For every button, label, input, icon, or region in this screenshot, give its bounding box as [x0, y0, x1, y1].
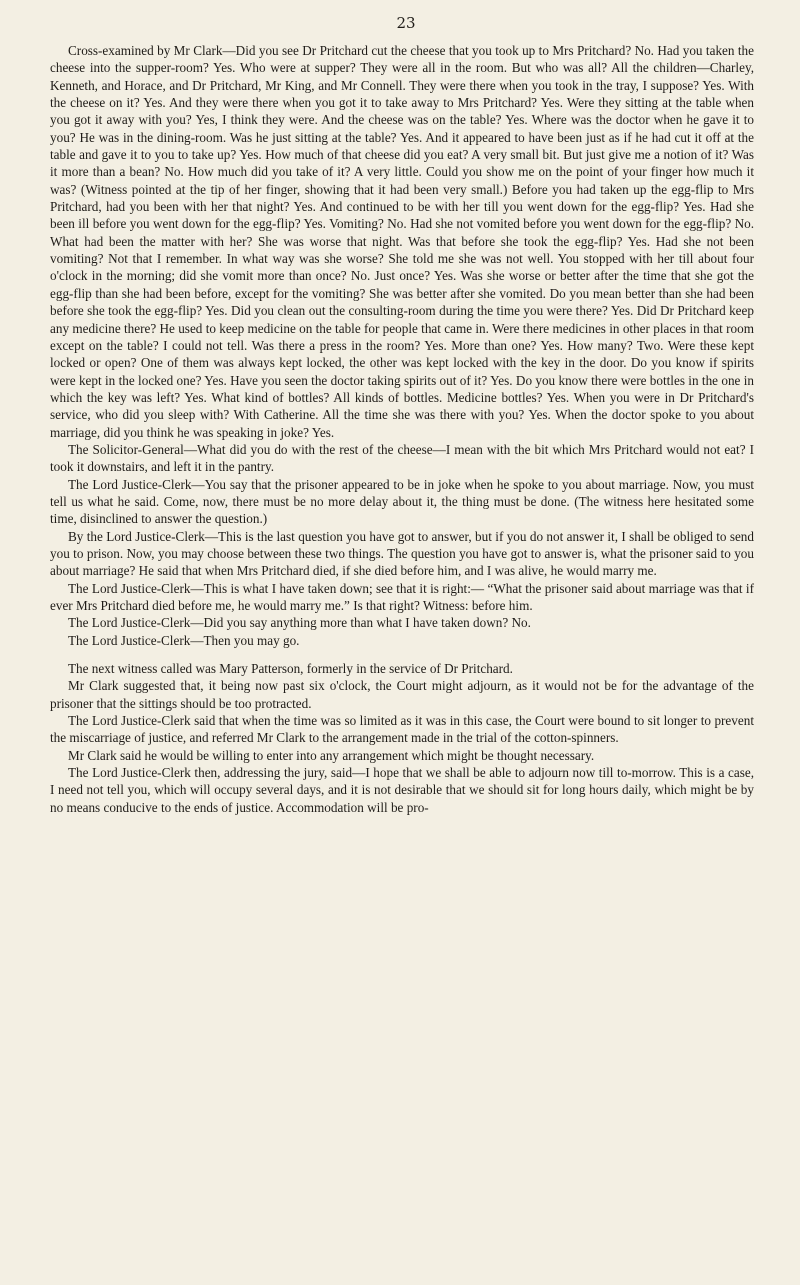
paragraph-lord-justice-clerk-6: The Lord Justice-Clerk said that when the time was so limited as it was in this case, the Court were bound to sit longer to prevent the miscarriage of justice, and referred Mr Clark to the arrangement made in the trial of the cotton-spinners. [50, 713, 754, 746]
paragraph-lord-justice-clerk-4: The Lord Justice-Clerk—Did you say anything more than what I have taken down? No. [68, 615, 531, 631]
section-gap [50, 649, 754, 660]
paragraph-lord-justice-clerk-2: By the Lord Justice-Clerk—This is the last question you have got to answer, but if you do not answer it, I shall be obliged to send you to prison. Now, you may choose between these two things. The question you have got to answer is, what the prisoner said to you about marriage? He said that when Mrs Pritchard died, if she died before him, and I was alive, he would marry me. [50, 528, 754, 579]
paragraph-lord-justice-clerk-1: The Lord Justice-Clerk—You say that the prisoner appeared to be in joke when he spoke to you about marriage. Now, you must tell us what he said. Come, now, there must be no more delay about it, the thing must be done. (The witness here hesitated some time, disinclined to answer the question.) [50, 476, 754, 527]
testimony-section [50, 42, 754, 649]
paragraph-next-witness: The next witness called was Mary Patterson, formerly in the service of Dr Pritchard. [68, 661, 513, 677]
paragraph-lord-justice-clerk-3: The Lord Justice-Clerk—This is what I have taken down; see that it is right:— “What the prisoner said about marriage was that if ever Mrs Pritchard died before me, he would marry me.” Is that right? Witness: before him. [50, 580, 754, 613]
paragraph-lord-justice-clerk-7: The Lord Justice-Clerk then, addressing the jury, said—I hope that we shall be able to adjourn now till to-morrow. This is a case, I need not tell you, which will occupy several days, and it is not desirable that we should sit for long hours daily, which might be by no means conducive to the ends of justice. Accommodation will be pro- [50, 765, 754, 815]
paragraph-solicitor-general: The Solicitor-General—What did you do with the rest of the cheese—I mean with the bit which Mrs Pritchard would not eat? I took it downstairs, and left it in the pantry. [50, 441, 754, 475]
paragraph-cross-examination: Cross-examined by Mr Clark—Did you see Dr Pritchard cut the cheese that you took up to Mrs Pritchard? No. Had you taken the cheese into the supper-room? Yes. Who were at supper? They were all in the room. But who was all? All the children—Charley, Kenneth, and Horace, and Dr Pritchard, Mr King, and Mr Connell. They were there when you took in the tray, I suppose? Yes. With the cheese on it? Yes. And they were there when you got it to take away to Mrs Pritchard? Yes. Were they sitting at the table when you got it away with you? Yes, I think they were. And the cheese was on the table? Yes. Where was the doctor when he gave it to you? He was in the dining-room. Was he just sitting at the table? Yes. And it appeared to have been just as if he had cut it off at the table and gave it to you to take up? Yes. How much of that cheese did you eat? A very small bit. But just give me a notion of it? Was it more than a bean? No. How much did you take of it? A very little. Could you show me on the point of your finger how much it was? (Witness pointed at the tip of her finger, showing that it had been very small.) Before you had taken up the egg-flip to Mrs Pritchard, had you been with her that night? Yes. And continued to be with her till you went down for the egg-flip? Yes. Had she been ill before you went down for the egg-flip? Yes. Vomiting? No. Had she not vomited before you went down for the egg-flip? No. What had been the matter with her? She was worse that night. Was that before she took the egg-flip? Yes. Had she not been vomiting? Not that I remember. In what way was she worse? She told me she was not well. You stopped with her till about four o'clock in the morning; did she vomit more than once? No. Just once? Yes. Was she worse or better after the time that she got the egg-flip than she had been before, except for the vomiting? She was better after she vomited. Do you mean better than she had been before she took the egg-flip? Yes. Did you clean out the consulting-room during the time you were there? Yes. Did Dr Pritchard keep any medicine there? He used to keep medicine on the table for people that came in. Were there medicines in other places in that room except on the table? I could not tell. Was there a press in the room? Yes. More than one? Yes. How many? Two. Were these kept locked or open? One of them was always kept locked, the other was kept locked with the key in the door. Do you know if spirits were kept in the locked one? Yes. Have you seen the doctor taking spirits out of it? Yes. Do you know there were bottles in the one in which the key was left? Yes. What kind of bottles? All kinds of bottles. Medicine bottles? Yes. When you were in Dr Pritchard's service, who did you sleep with? With Catherine. All the time she was there with you? Yes. When the doctor spoke to you about marriage, did you think he was speaking in joke? Yes. [50, 43, 754, 440]
paragraph-mr-clark-1: Mr Clark suggested that, it being now past six o'clock, the Court might adjourn, as it would not be for the advantage of the prisoner that the sittings should be too protracted. [50, 678, 754, 711]
page-number: 23 [396, 14, 416, 32]
paragraph-lord-justice-clerk-5: The Lord Justice-Clerk—Then you may go. [68, 632, 300, 648]
paragraph-mr-clark-2: Mr Clark said he would be willing to enter into any arrangement which might be thought necessary. [68, 747, 595, 763]
next-witness-section [50, 660, 754, 816]
